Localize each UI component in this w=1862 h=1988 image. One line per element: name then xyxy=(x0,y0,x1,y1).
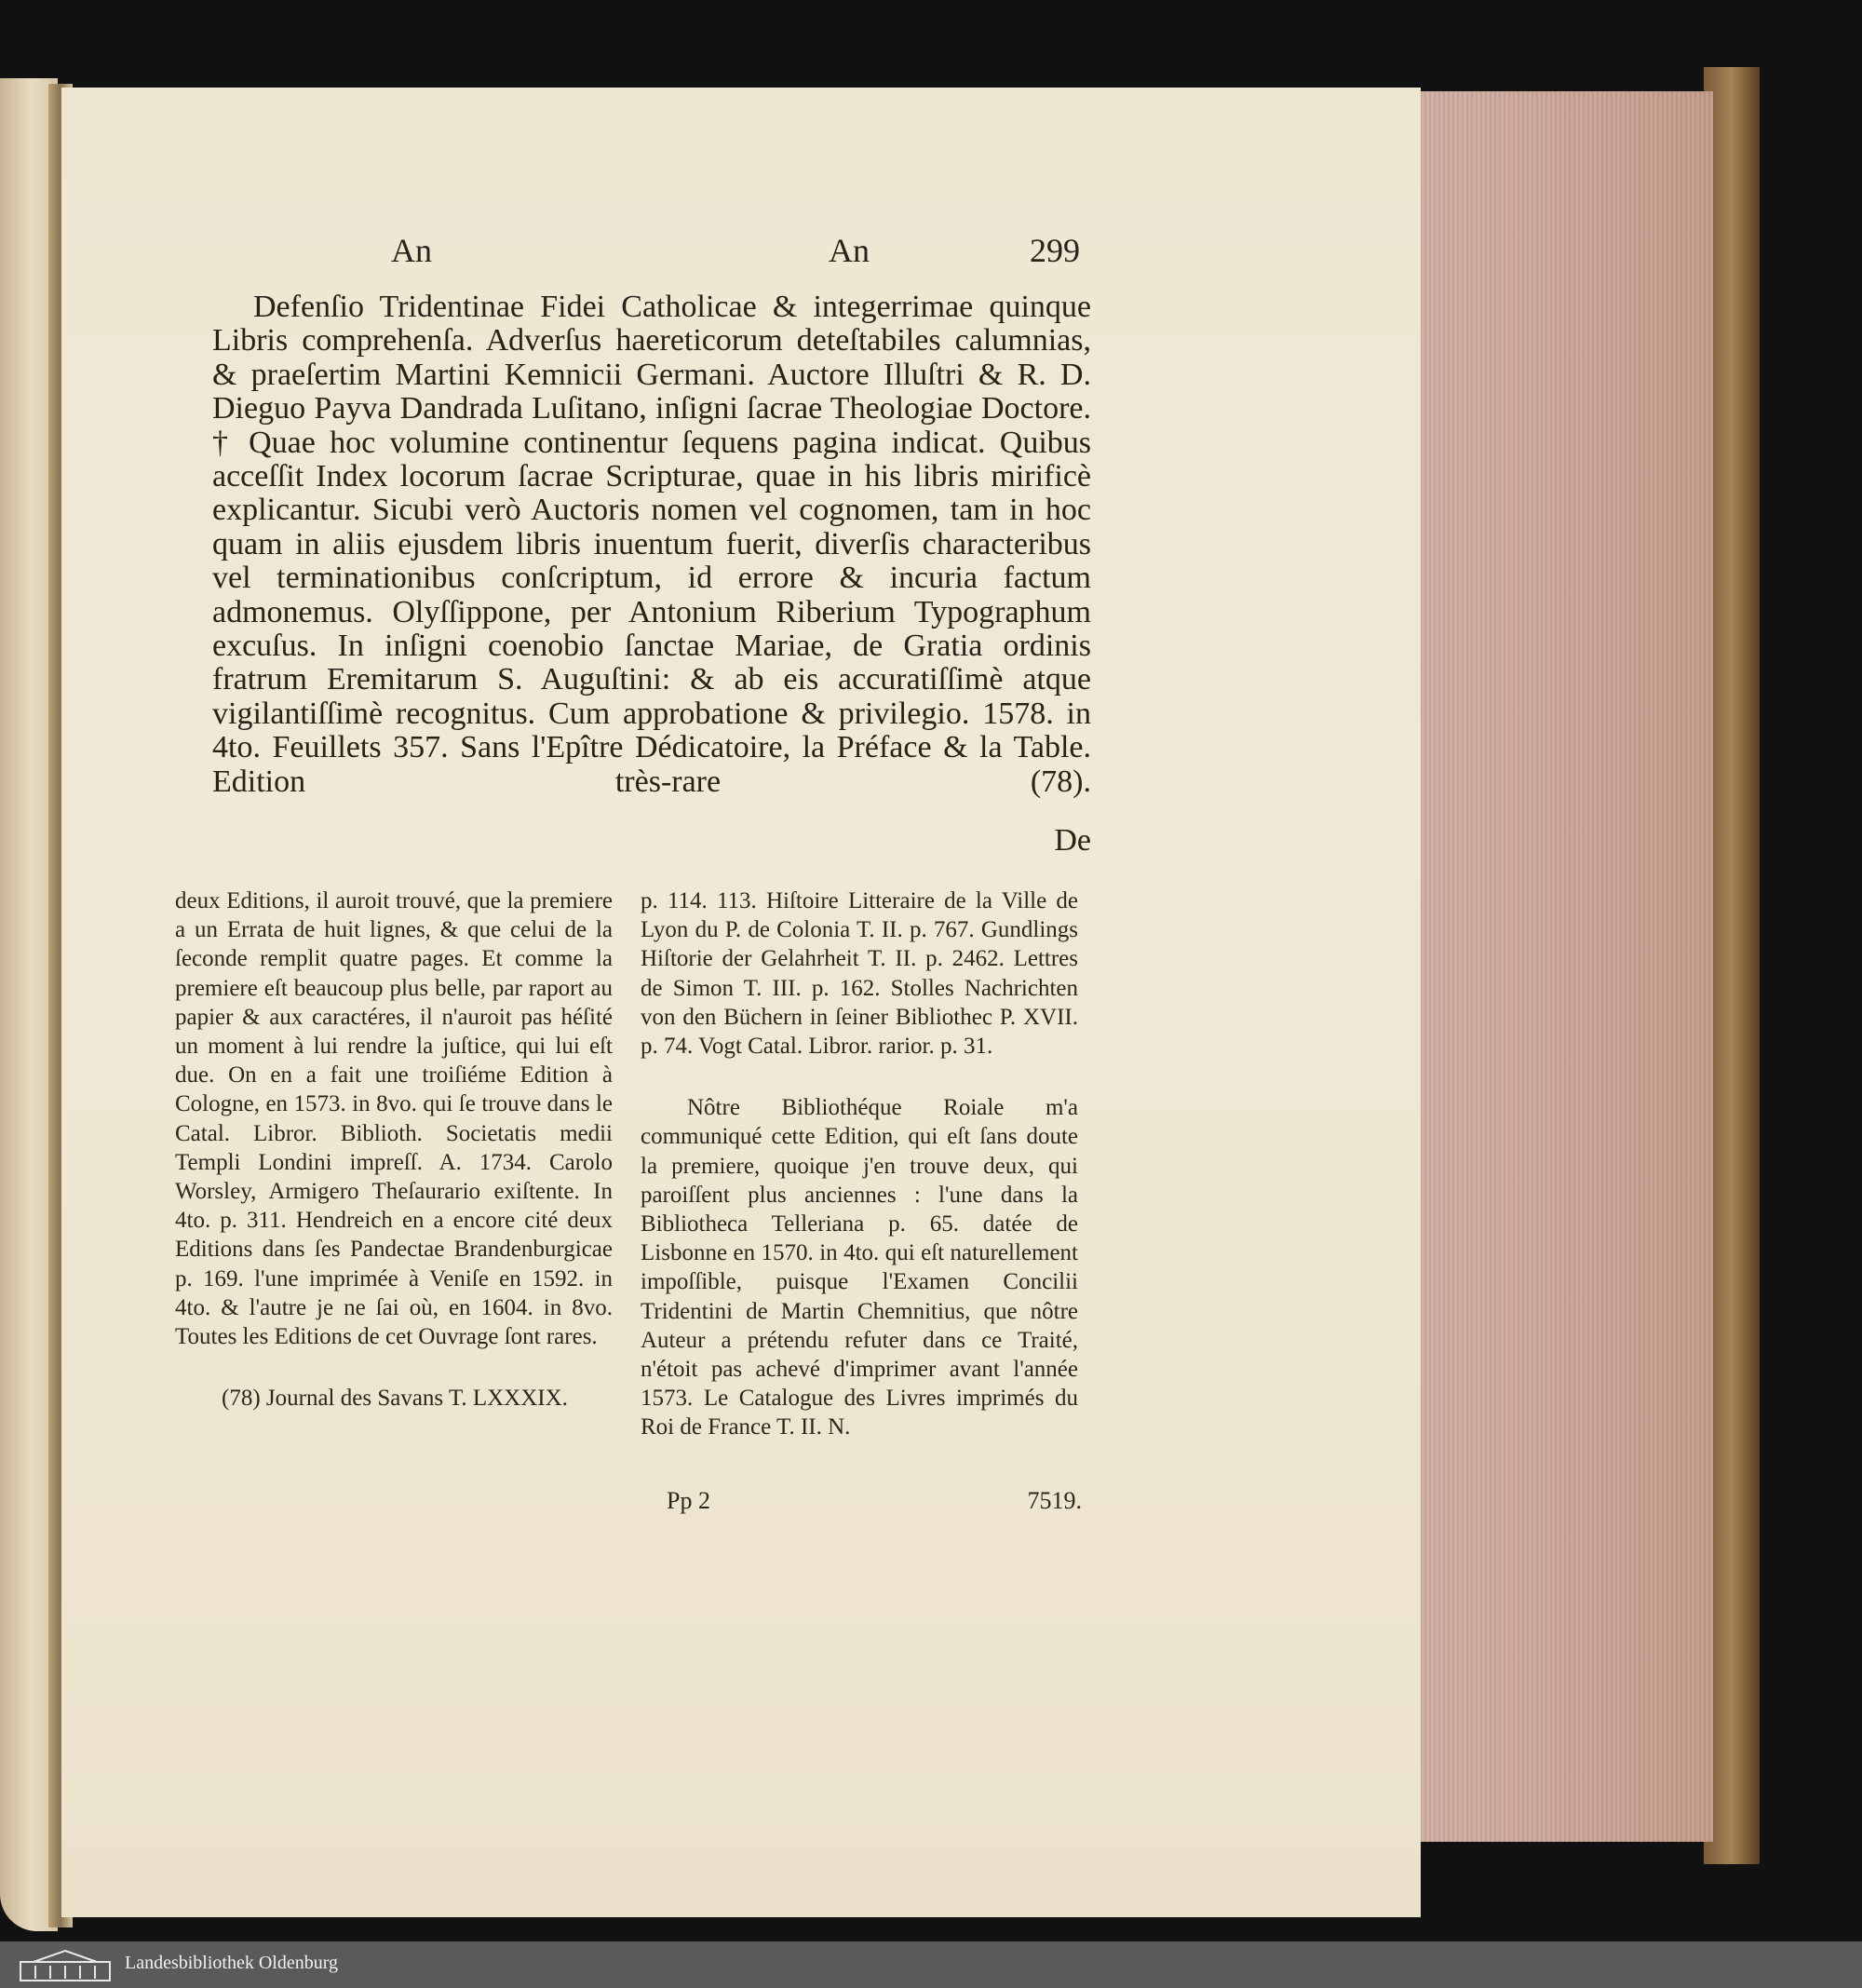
right-column-text-1: p. 114. 113. Hiſtoire Litteraire de la Ville de Lyon du P. de Colonia T. II. p. 767. Gundlings Hiſtorie der Gelahrheit T. II. p. 2462. Lettres de Simon T. III. p. 162. Stolles Nachrichten von den Büchern in ſeiner Bibliothec P. XVII. p. 74. Vogt Catal. Libror. rarior. p. 31. xyxy=(641,888,1078,1060)
footer-bar xyxy=(0,1941,1862,1988)
library-building-icon xyxy=(17,1949,114,1982)
running-head-center: An xyxy=(829,232,870,269)
left-column xyxy=(175,886,613,1413)
signature-number: 7519. xyxy=(1027,1487,1082,1514)
signature-mark: Pp 2 xyxy=(667,1487,710,1514)
left-column-text: deux Editions, il auroit trouvé, que la premiere a un Errata de huit lignes, & que celui de la ſeconde remplit quatre pages. Et comme la premiere eſt beaucoup plus belle, par raport au papier & aux caractéres, il n'auroit pas héſité un moment à lui rendre la juſtice, qui lui eſt due. On en a fait une troiſiéme Edition à Cologne, en 1573. in 8vo. qui ſe trouve dans le Catal. Libror. Biblioth. Societatis medii Templi Londini impreſſ. A. 1734. Carolo Worsley, Armigero Theſaurario exiſtente. In 4to. p. 311. Hendreich en a encore cité deux Editions dans ſes Pandectae Brandenburgicae p. 169. l'une imprimée à Veniſe en 1592. in 4to. & l'autre je ne ſai où, en 1604. in 8vo. Toutes les Editions de cet Ouvrage ſont rares. xyxy=(175,888,613,1350)
right-column-text-2: Nôtre Bibliothéque Roiale m'a communiqué cette Edition, qui eſt ſans doute la premiere, quoique j'en trouve deux, qui paroiſſent plus anciennes : l'une dans la Bibliotheca Telleriana p. 65. datée de Lisbonne en 1570. in 4to. qui eſt naturellement impoſſible, puisque l'Examen Concilii Tridentini de Martin Chemnitius, que nôtre Auteur a prétendu refuter dans ce Traité, n'étoit pas achevé d'imprimer avant l'année 1573. Le Catalogue des Livres imprimés du Roi de France T. II. N. xyxy=(641,1095,1078,1440)
page-number: 299 xyxy=(1030,232,1080,269)
signature-line xyxy=(667,1487,1082,1517)
running-head-left: An xyxy=(391,232,432,269)
footnote: (78) Journal des Savans T. LXXXIX. xyxy=(222,1386,568,1412)
running-header xyxy=(382,231,1089,277)
right-column xyxy=(641,886,1078,1442)
institution-name: Landesbibliothek Oldenburg xyxy=(125,1953,339,1973)
main-entry xyxy=(212,291,1091,799)
catchword: De xyxy=(1054,823,1091,858)
main-paragraph: Defenſio Tridentinae Fidei Catholicae & integerrimae quinque Libris comprehenſa. Adverſus haereticorum deteſtabiles calumnias, & praeſertim Martini Kemnicii Germani. Auctore Illuſtri & R. D. Dieguo Payva Dandrada Luſitano, inſigni ſacrae Theologiae Doctore. † Quae hoc volumine continentur ſequens pagina indicat. Quibus acceſſit Index locorum ſacrae Scripturae, quae in his libris mirificè explicantur. Sicubi verò Auctoris nomen vel cognomen, tam in hoc quam in aliis ejusdem libris inuentum fuerit, diverſis characteribus vel terminationibus conſcriptum, id errore & incuria factum admonemus. Olyſſippone, per Antonium Riberium Typographum excuſus. In inſigni coenobio ſanctae Mariae, de Gratia ordinis fratrum Eremitarum S. Auguſtini: & ab eis accuratiſſimè atque vigilantiſſimè recognitus. Cum approbatione & privilegio. 1578. in 4to. Feuillets 357. Sans l'Epître Dédicatoire, la Préface & la Table. Edition très-rare (78). xyxy=(212,290,1091,799)
page-fore-edge xyxy=(1406,91,1713,1842)
